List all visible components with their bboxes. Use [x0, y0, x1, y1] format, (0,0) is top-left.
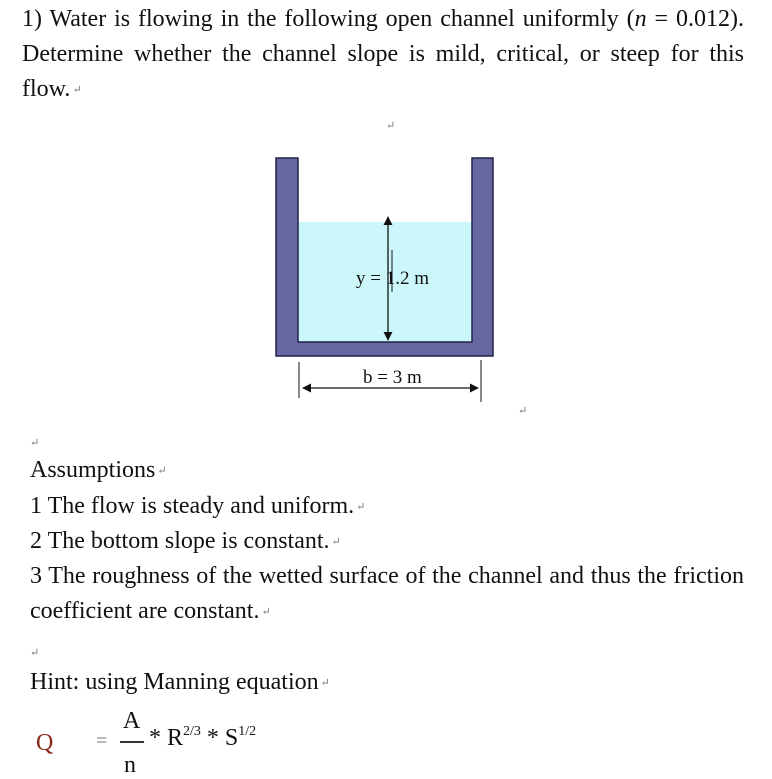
assumption-item: 1 The flow is steady and uniform. ↵ — [30, 493, 366, 519]
assumption-item: 2 The bottom slope is constant. ↵ — [30, 528, 341, 554]
manning-n-symbol: n — [634, 6, 647, 32]
equation-lhs: Q — [36, 730, 54, 756]
hydraulic-radius-symbol: R — [167, 725, 184, 751]
equation-denominator: n — [124, 752, 136, 778]
equation-terms — [149, 724, 256, 752]
paragraph-mark: ↵ — [157, 464, 167, 477]
width-label: b = 3 m — [363, 367, 422, 388]
paragraph-mark: ↵ — [386, 120, 396, 132]
paragraph-mark: ↵ — [518, 405, 528, 417]
radius-exponent: 2/3 — [183, 724, 201, 739]
paragraph-mark: ↵ — [261, 605, 271, 618]
paragraph-mark: ↵ — [30, 437, 40, 449]
paragraph-mark: ↵ — [30, 647, 40, 659]
times-sign: * — [149, 725, 161, 751]
problem-number: 1) — [22, 6, 42, 32]
times-sign: * — [206, 725, 219, 751]
paragraph-mark: ↵ — [320, 676, 330, 689]
paragraph-mark: ↵ — [331, 535, 341, 548]
assumptions-title: Assumptions ↵ — [30, 457, 167, 483]
equation-equals: = — [96, 730, 108, 752]
assumption-item: 3 The roughness of the wetted surface of the channel and thus the friction coefficient are constant. ↵ — [30, 563, 744, 624]
problem-text-start: Water is flowing in the following open channel uniformly ( — [49, 6, 635, 32]
problem-text-end: = 0.012). Determine whether the channel slope is mild, critical, or steep for this flow. — [22, 6, 744, 102]
depth-label: y = 1.2 m — [356, 268, 429, 289]
equation-numerator: A — [123, 708, 141, 734]
slope-exponent: 1/2 — [238, 724, 257, 739]
paragraph-mark: ↵ — [72, 83, 82, 96]
paragraph-mark: ↵ — [356, 500, 366, 513]
slope-symbol: S — [224, 725, 239, 751]
fraction-bar — [120, 741, 144, 743]
hint-text: Hint: using Manning equation ↵ — [30, 669, 330, 695]
